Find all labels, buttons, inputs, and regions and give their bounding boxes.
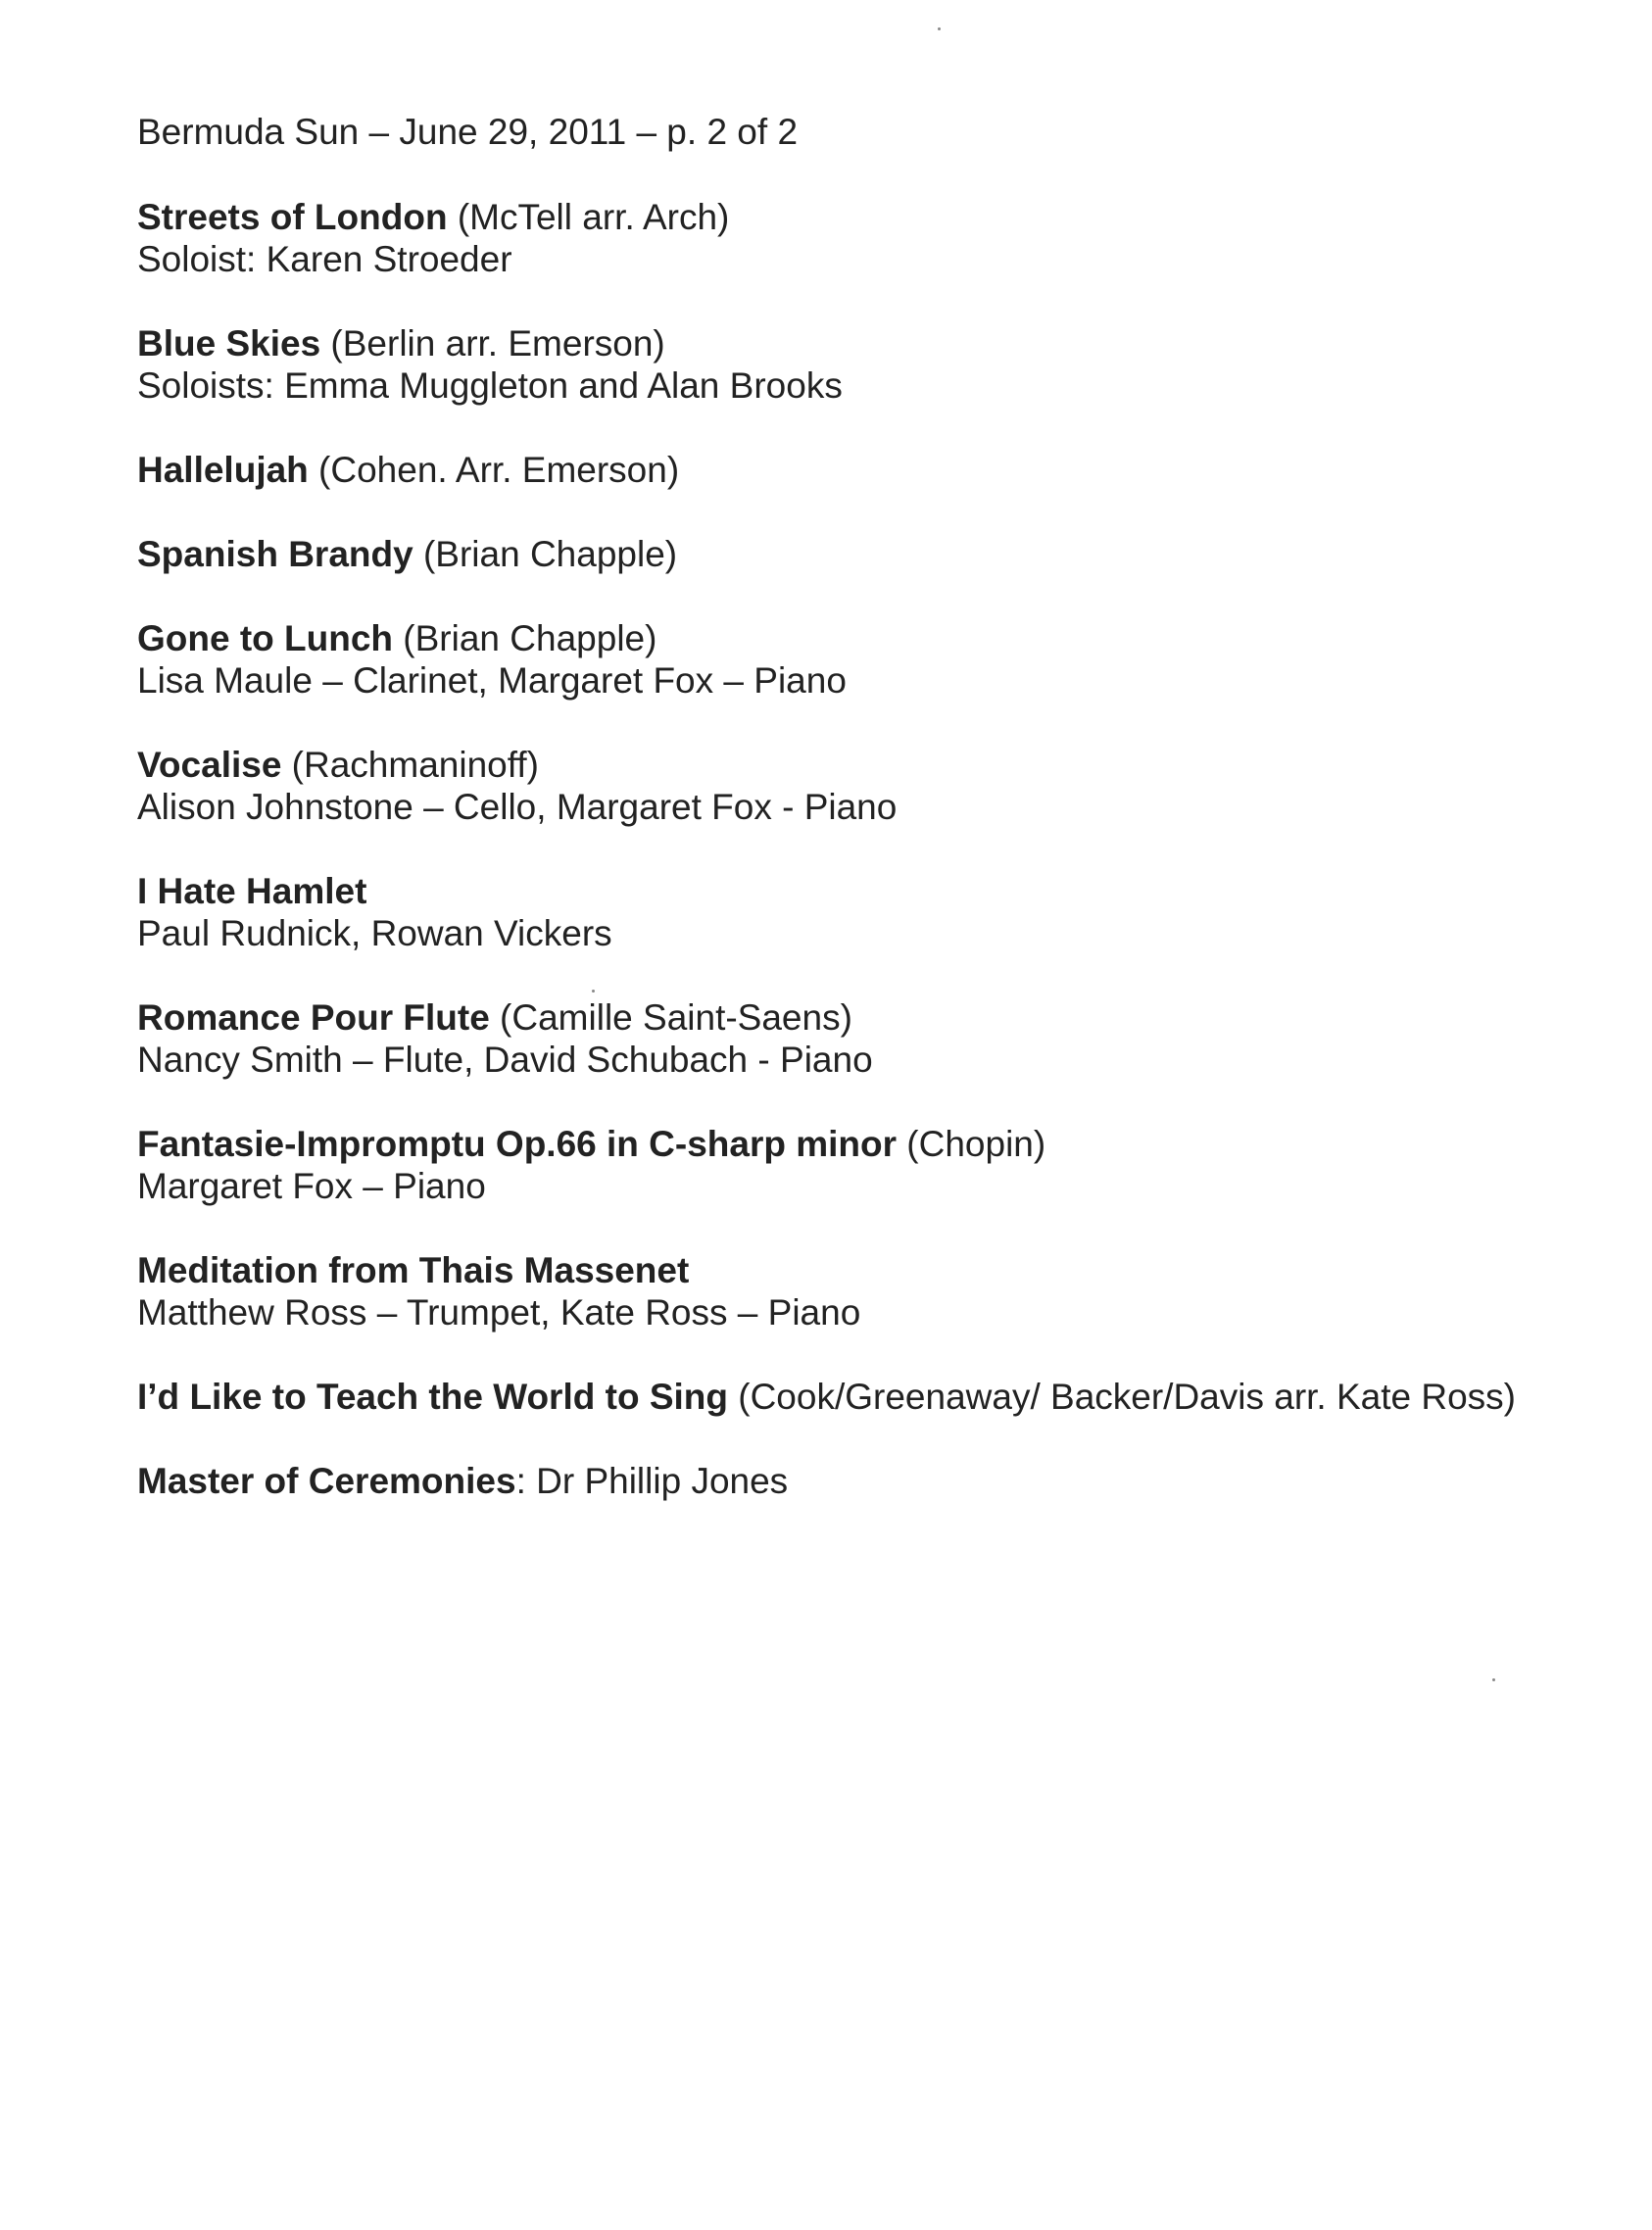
program-entry-heading <box>137 449 1627 491</box>
program-entry-heading <box>137 870 1627 912</box>
piece-performers: Margaret Fox – Piano <box>137 1166 486 1206</box>
program-entry-heading <box>137 744 1627 786</box>
piece-performers: Nancy Smith – Flute, David Schubach - Piano <box>137 1040 873 1080</box>
piece-composer: (Rachmaninoff) <box>281 745 539 785</box>
piece-performers: Soloists: Emma Muggleton and Alan Brooks <box>137 365 843 406</box>
program-entry <box>137 322 1627 407</box>
scan-speck <box>1492 1678 1495 1681</box>
program-entry-heading <box>137 1249 1627 1291</box>
program-entry <box>137 1249 1627 1333</box>
program-entry-heading <box>137 996 1627 1039</box>
piece-performers: Paul Rudnick, Rowan Vickers <box>137 913 612 953</box>
program-entry <box>137 1123 1627 1207</box>
piece-title: Meditation from Thais Massenet <box>137 1250 690 1290</box>
program-entry-heading <box>137 533 1627 575</box>
program-entry-heading <box>137 1376 1627 1418</box>
program-entry <box>137 1460 1627 1502</box>
program-entry <box>137 870 1627 954</box>
piece-title: Fantasie-Impromptu Op.66 in C-sharp minor <box>137 1124 898 1164</box>
program-entry <box>137 996 1627 1081</box>
piece-performers: Lisa Maule – Clarinet, Margaret Fox – Piano <box>137 660 847 701</box>
piece-composer: (Brian Chapple) <box>413 534 678 574</box>
program-entry-heading <box>137 1460 1627 1502</box>
piece-composer: (Cohen. Arr. Emerson) <box>308 450 680 490</box>
piece-composer: (Camille Saint-Saens) <box>489 997 852 1038</box>
program-entry <box>137 449 1627 491</box>
program-entry-heading <box>137 196 1627 238</box>
piece-composer: (Cook/Greenaway/ Backer/Davis arr. Kate Ross) <box>727 1377 1516 1417</box>
piece-composer: (McTell arr. Arch) <box>447 197 730 237</box>
piece-performers: Soloist: Karen Stroeder <box>137 239 512 279</box>
program-entry <box>137 533 1627 575</box>
piece-composer: (Berlin arr. Emerson) <box>320 323 665 364</box>
program-entry <box>137 196 1627 280</box>
piece-title: Romance Pour Flute <box>137 997 490 1038</box>
piece-title: I’d Like to Teach the World to Sing <box>137 1377 728 1417</box>
piece-performers: Matthew Ross – Trumpet, Kate Ross – Piano <box>137 1292 861 1333</box>
piece-title: Vocalise <box>137 745 282 785</box>
program-entry <box>137 617 1627 702</box>
piece-composer: : Dr Phillip Jones <box>515 1461 789 1501</box>
page-header: Bermuda Sun – June 29, 2011 – p. 2 of 2 <box>137 112 799 152</box>
program-entry <box>137 744 1627 828</box>
scan-speck <box>938 27 941 30</box>
piece-title: Streets of London <box>137 197 448 237</box>
program-entry-heading <box>137 1123 1627 1165</box>
piece-title: Gone to Lunch <box>137 618 394 658</box>
piece-title: Master of Ceremonies <box>137 1461 516 1501</box>
program-entry-heading <box>137 322 1627 364</box>
program-entry-heading <box>137 617 1627 659</box>
piece-title: I Hate Hamlet <box>137 871 367 911</box>
piece-title: Spanish Brandy <box>137 534 413 574</box>
piece-performers: Alison Johnstone – Cello, Margaret Fox - Piano <box>137 787 898 827</box>
program-list <box>137 196 1627 1544</box>
piece-title: Blue Skies <box>137 323 321 364</box>
piece-title: Hallelujah <box>137 450 309 490</box>
piece-composer: (Chopin) <box>897 1124 1046 1164</box>
piece-composer: (Brian Chapple) <box>393 618 657 658</box>
program-entry <box>137 1376 1627 1418</box>
